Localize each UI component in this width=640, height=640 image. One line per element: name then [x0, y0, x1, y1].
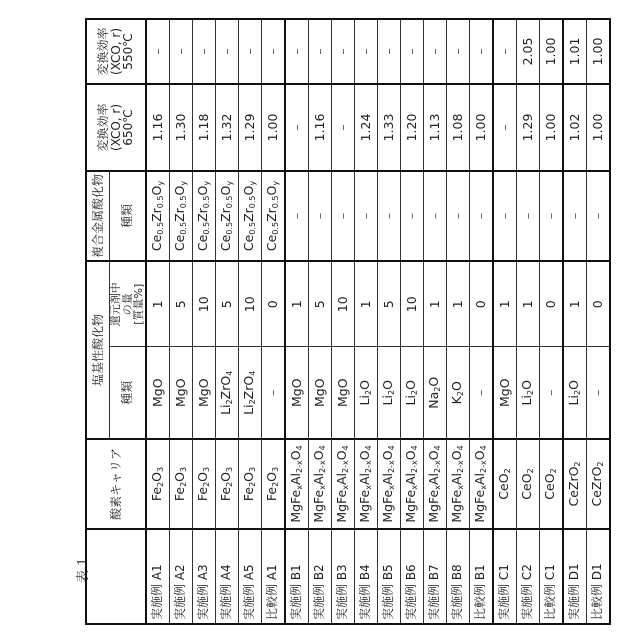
basic-oxide-type-cell: Li2ZrO4	[215, 347, 238, 439]
header-amount-line3: [質量%]	[133, 264, 145, 345]
conversion-550-cell: –	[446, 19, 469, 84]
oxygen-carrier-cell: MgFexAl2-xO4	[354, 439, 377, 529]
composite-oxide-cell: –	[423, 171, 446, 261]
basic-oxide-amount-cell: 5	[377, 261, 400, 347]
conversion-550-cell: –	[400, 19, 423, 84]
row-label-cell: 実施例 A4	[215, 529, 238, 624]
basic-oxide-type-cell: MgO	[192, 347, 215, 439]
composite-oxide-cell: –	[586, 171, 610, 261]
oxygen-carrier-cell: MgFexAl2-xO4	[377, 439, 400, 529]
header-basic-oxide-group: 塩基性酸化物	[86, 261, 110, 439]
conversion-650-cell: 1.20	[400, 84, 423, 171]
conversion-650-cell: –	[493, 84, 517, 171]
conversion-550-cell: –	[354, 19, 377, 84]
conversion-550-cell: –	[261, 19, 285, 84]
basic-oxide-amount-cell: 1	[446, 261, 469, 347]
row-label-cell: 実施例 A2	[169, 529, 192, 624]
header-conv-550	[86, 19, 146, 84]
header-amount-line1: 還元剤中	[110, 264, 122, 345]
oxygen-carrier-cell: CeO2	[539, 439, 563, 529]
basic-oxide-type-cell: Li2O	[400, 347, 423, 439]
oxygen-carrier-cell: MgFexAl2-xO4	[285, 439, 309, 529]
results-table	[85, 18, 611, 625]
header-conv-550-line2: (XCO, r)	[110, 22, 123, 81]
row-label-cell: 実施例 B2	[308, 529, 331, 624]
basic-oxide-type-cell: MgO	[493, 347, 517, 439]
header-conv-550-line3: 550℃	[122, 22, 135, 81]
basic-oxide-amount-cell: 10	[400, 261, 423, 347]
conversion-550-cell: –	[146, 19, 170, 84]
conversion-550-cell: –	[423, 19, 446, 84]
header-amount-line2: の量	[122, 264, 134, 345]
table-row	[308, 19, 331, 624]
table-row	[446, 19, 469, 624]
conversion-650-cell: 1.29	[238, 84, 261, 171]
conversion-550-cell: –	[377, 19, 400, 84]
table-row	[169, 19, 192, 624]
basic-oxide-amount-cell: 10	[238, 261, 261, 347]
conversion-650-cell: 1.00	[469, 84, 493, 171]
composite-oxide-cell: –	[354, 171, 377, 261]
composite-oxide-cell: –	[400, 171, 423, 261]
basic-oxide-amount-cell: 10	[192, 261, 215, 347]
oxygen-carrier-cell: CeZrO2	[586, 439, 610, 529]
table-row	[400, 19, 423, 624]
row-label-cell: 比較例 A1	[261, 529, 285, 624]
table-row	[493, 19, 517, 624]
basic-oxide-amount-cell: 10	[331, 261, 354, 347]
basic-oxide-type-cell: MgO	[146, 347, 170, 439]
header-conv-550-line1: 変換効率	[97, 22, 110, 81]
basic-oxide-type-cell: Li2ZrO4	[238, 347, 261, 439]
oxygen-carrier-cell: MgFexAl2-xO4	[423, 439, 446, 529]
table-row	[586, 19, 610, 624]
table-row	[563, 19, 587, 624]
oxygen-carrier-cell: MgFexAl2-xO4	[446, 439, 469, 529]
header-conv-650	[86, 84, 146, 171]
row-label-cell: 実施例 B5	[377, 529, 400, 624]
oxygen-carrier-cell: CeZrO2	[563, 439, 587, 529]
basic-oxide-amount-cell: 1	[146, 261, 170, 347]
row-label-cell: 実施例 D1	[563, 529, 587, 624]
basic-oxide-amount-cell: 1	[285, 261, 309, 347]
conversion-550-cell: –	[308, 19, 331, 84]
conversion-650-cell: 1.02	[563, 84, 587, 171]
table-row	[539, 19, 563, 624]
basic-oxide-type-cell: Li2O	[516, 347, 539, 439]
basic-oxide-amount-cell: 1	[423, 261, 446, 347]
composite-oxide-cell: Ce0.5Zr0.5Oy	[215, 171, 238, 261]
basic-oxide-amount-cell: 0	[539, 261, 563, 347]
conversion-650-cell: –	[285, 84, 309, 171]
oxygen-carrier-cell: MgFexAl2-xO4	[331, 439, 354, 529]
conversion-650-cell: 1.24	[354, 84, 377, 171]
composite-oxide-cell: –	[493, 171, 517, 261]
composite-oxide-cell: Ce0.5Zr0.5Oy	[146, 171, 170, 261]
basic-oxide-type-cell: MgO	[285, 347, 309, 439]
conversion-650-cell: 1.00	[539, 84, 563, 171]
oxygen-carrier-cell: MgFexAl2-xO4	[308, 439, 331, 529]
basic-oxide-type-cell: Li2O	[377, 347, 400, 439]
basic-oxide-type-cell: –	[469, 347, 493, 439]
basic-oxide-amount-cell: 0	[469, 261, 493, 347]
basic-oxide-type-cell: MgO	[169, 347, 192, 439]
basic-oxide-amount-cell: 1	[516, 261, 539, 347]
conversion-650-cell: 1.33	[377, 84, 400, 171]
header-basic-oxide-type: 種類	[110, 347, 146, 439]
row-label-cell: 実施例 B6	[400, 529, 423, 624]
row-label-cell: 実施例 B7	[423, 529, 446, 624]
row-label-cell: 実施例 A5	[238, 529, 261, 624]
basic-oxide-amount-cell: 0	[261, 261, 285, 347]
header-composite-group: 複合金属酸化物	[86, 171, 110, 261]
composite-oxide-cell: Ce0.5Zr0.5Oy	[192, 171, 215, 261]
oxygen-carrier-cell: CeO2	[516, 439, 539, 529]
conversion-550-cell: –	[331, 19, 354, 84]
composite-oxide-cell: –	[563, 171, 587, 261]
conversion-650-cell: 1.16	[146, 84, 170, 171]
oxygen-carrier-cell: CeO2	[493, 439, 517, 529]
conversion-550-cell: –	[215, 19, 238, 84]
oxygen-carrier-cell: Fe2O3	[238, 439, 261, 529]
oxygen-carrier-cell: Fe2O3	[261, 439, 285, 529]
row-label-cell: 実施例 B8	[446, 529, 469, 624]
table-row	[377, 19, 400, 624]
oxygen-carrier-cell: MgFexAl2-xO4	[469, 439, 493, 529]
basic-oxide-type-cell: MgO	[308, 347, 331, 439]
row-label-cell: 実施例 B1	[285, 529, 309, 624]
table-row	[285, 19, 309, 624]
conversion-650-cell: 1.08	[446, 84, 469, 171]
header-basic-oxide-amount	[110, 261, 146, 347]
header-conv-650-line1: 変換効率	[97, 87, 110, 168]
composite-oxide-cell: –	[377, 171, 400, 261]
conversion-650-cell: 1.32	[215, 84, 238, 171]
basic-oxide-type-cell: –	[539, 347, 563, 439]
basic-oxide-amount-cell: 5	[215, 261, 238, 347]
conversion-650-cell: 1.30	[169, 84, 192, 171]
header-oxygen-carrier: 酸素キャリア	[86, 439, 146, 529]
basic-oxide-amount-cell: 5	[308, 261, 331, 347]
basic-oxide-type-cell: –	[586, 347, 610, 439]
table-row	[423, 19, 446, 624]
table-row	[516, 19, 539, 624]
basic-oxide-amount-cell: 1	[563, 261, 587, 347]
table-caption: 表 1	[72, 558, 91, 583]
header-composite-type: 種類	[110, 171, 146, 261]
basic-oxide-amount-cell: 1	[354, 261, 377, 347]
composite-oxide-cell: Ce0.5Zr0.5Oy	[169, 171, 192, 261]
row-label-cell: 比較例 B1	[469, 529, 493, 624]
conversion-550-cell: –	[169, 19, 192, 84]
basic-oxide-type-cell: Li2O	[563, 347, 587, 439]
table-row	[238, 19, 261, 624]
table-row	[215, 19, 238, 624]
oxygen-carrier-cell: Fe2O3	[169, 439, 192, 529]
basic-oxide-type-cell: K2O	[446, 347, 469, 439]
conversion-550-cell: –	[469, 19, 493, 84]
oxygen-carrier-cell: MgFexAl2-xO4	[400, 439, 423, 529]
conversion-550-cell: 1.00	[586, 19, 610, 84]
conversion-550-cell: 1.01	[563, 19, 587, 84]
oxygen-carrier-cell: Fe2O3	[146, 439, 170, 529]
conversion-650-cell: 1.13	[423, 84, 446, 171]
table-row	[261, 19, 285, 624]
table-row	[146, 19, 170, 624]
composite-oxide-cell: –	[308, 171, 331, 261]
conversion-650-cell: 1.18	[192, 84, 215, 171]
conversion-550-cell: –	[192, 19, 215, 84]
conversion-650-cell: 1.29	[516, 84, 539, 171]
table-row	[354, 19, 377, 624]
composite-oxide-cell: –	[331, 171, 354, 261]
row-label-cell: 実施例 C1	[493, 529, 517, 624]
conversion-650-cell: 1.00	[586, 84, 610, 171]
header-row-label	[86, 529, 146, 624]
table-row	[331, 19, 354, 624]
row-label-cell: 実施例 B3	[331, 529, 354, 624]
row-label-cell: 比較例 C1	[539, 529, 563, 624]
conversion-550-cell: –	[285, 19, 309, 84]
row-label-cell: 実施例 A3	[192, 529, 215, 624]
conversion-550-cell: –	[493, 19, 517, 84]
conversion-650-cell: 1.16	[308, 84, 331, 171]
basic-oxide-type-cell: MgO	[331, 347, 354, 439]
composite-oxide-cell: –	[516, 171, 539, 261]
conversion-550-cell: –	[238, 19, 261, 84]
header-conv-650-line2: (XCO, r)	[110, 87, 123, 168]
header-conv-650-line3: 650℃	[122, 87, 135, 168]
basic-oxide-type-cell: Na2O	[423, 347, 446, 439]
row-label-cell: 実施例 C2	[516, 529, 539, 624]
table-body	[146, 19, 610, 624]
oxygen-carrier-cell: Fe2O3	[192, 439, 215, 529]
composite-oxide-cell: –	[539, 171, 563, 261]
rotated-table-container	[85, 20, 530, 625]
composite-oxide-cell: –	[285, 171, 309, 261]
table-row	[469, 19, 493, 624]
basic-oxide-type-cell: –	[261, 347, 285, 439]
basic-oxide-amount-cell: 5	[169, 261, 192, 347]
conversion-650-cell: –	[331, 84, 354, 171]
composite-oxide-cell: –	[446, 171, 469, 261]
table-row	[192, 19, 215, 624]
composite-oxide-cell: Ce0.5Zr0.5Oy	[261, 171, 285, 261]
row-label-cell: 実施例 A1	[146, 529, 170, 624]
composite-oxide-cell: –	[469, 171, 493, 261]
row-label-cell: 実施例 B4	[354, 529, 377, 624]
conversion-650-cell: 1.00	[261, 84, 285, 171]
basic-oxide-amount-cell: 0	[586, 261, 610, 347]
basic-oxide-type-cell: Li2O	[354, 347, 377, 439]
conversion-550-cell: 1.00	[539, 19, 563, 84]
composite-oxide-cell: Ce0.5Zr0.5Oy	[238, 171, 261, 261]
basic-oxide-amount-cell: 1	[493, 261, 517, 347]
row-label-cell: 比較例 D1	[586, 529, 610, 624]
oxygen-carrier-cell: Fe2O3	[215, 439, 238, 529]
conversion-550-cell: 2.05	[516, 19, 539, 84]
